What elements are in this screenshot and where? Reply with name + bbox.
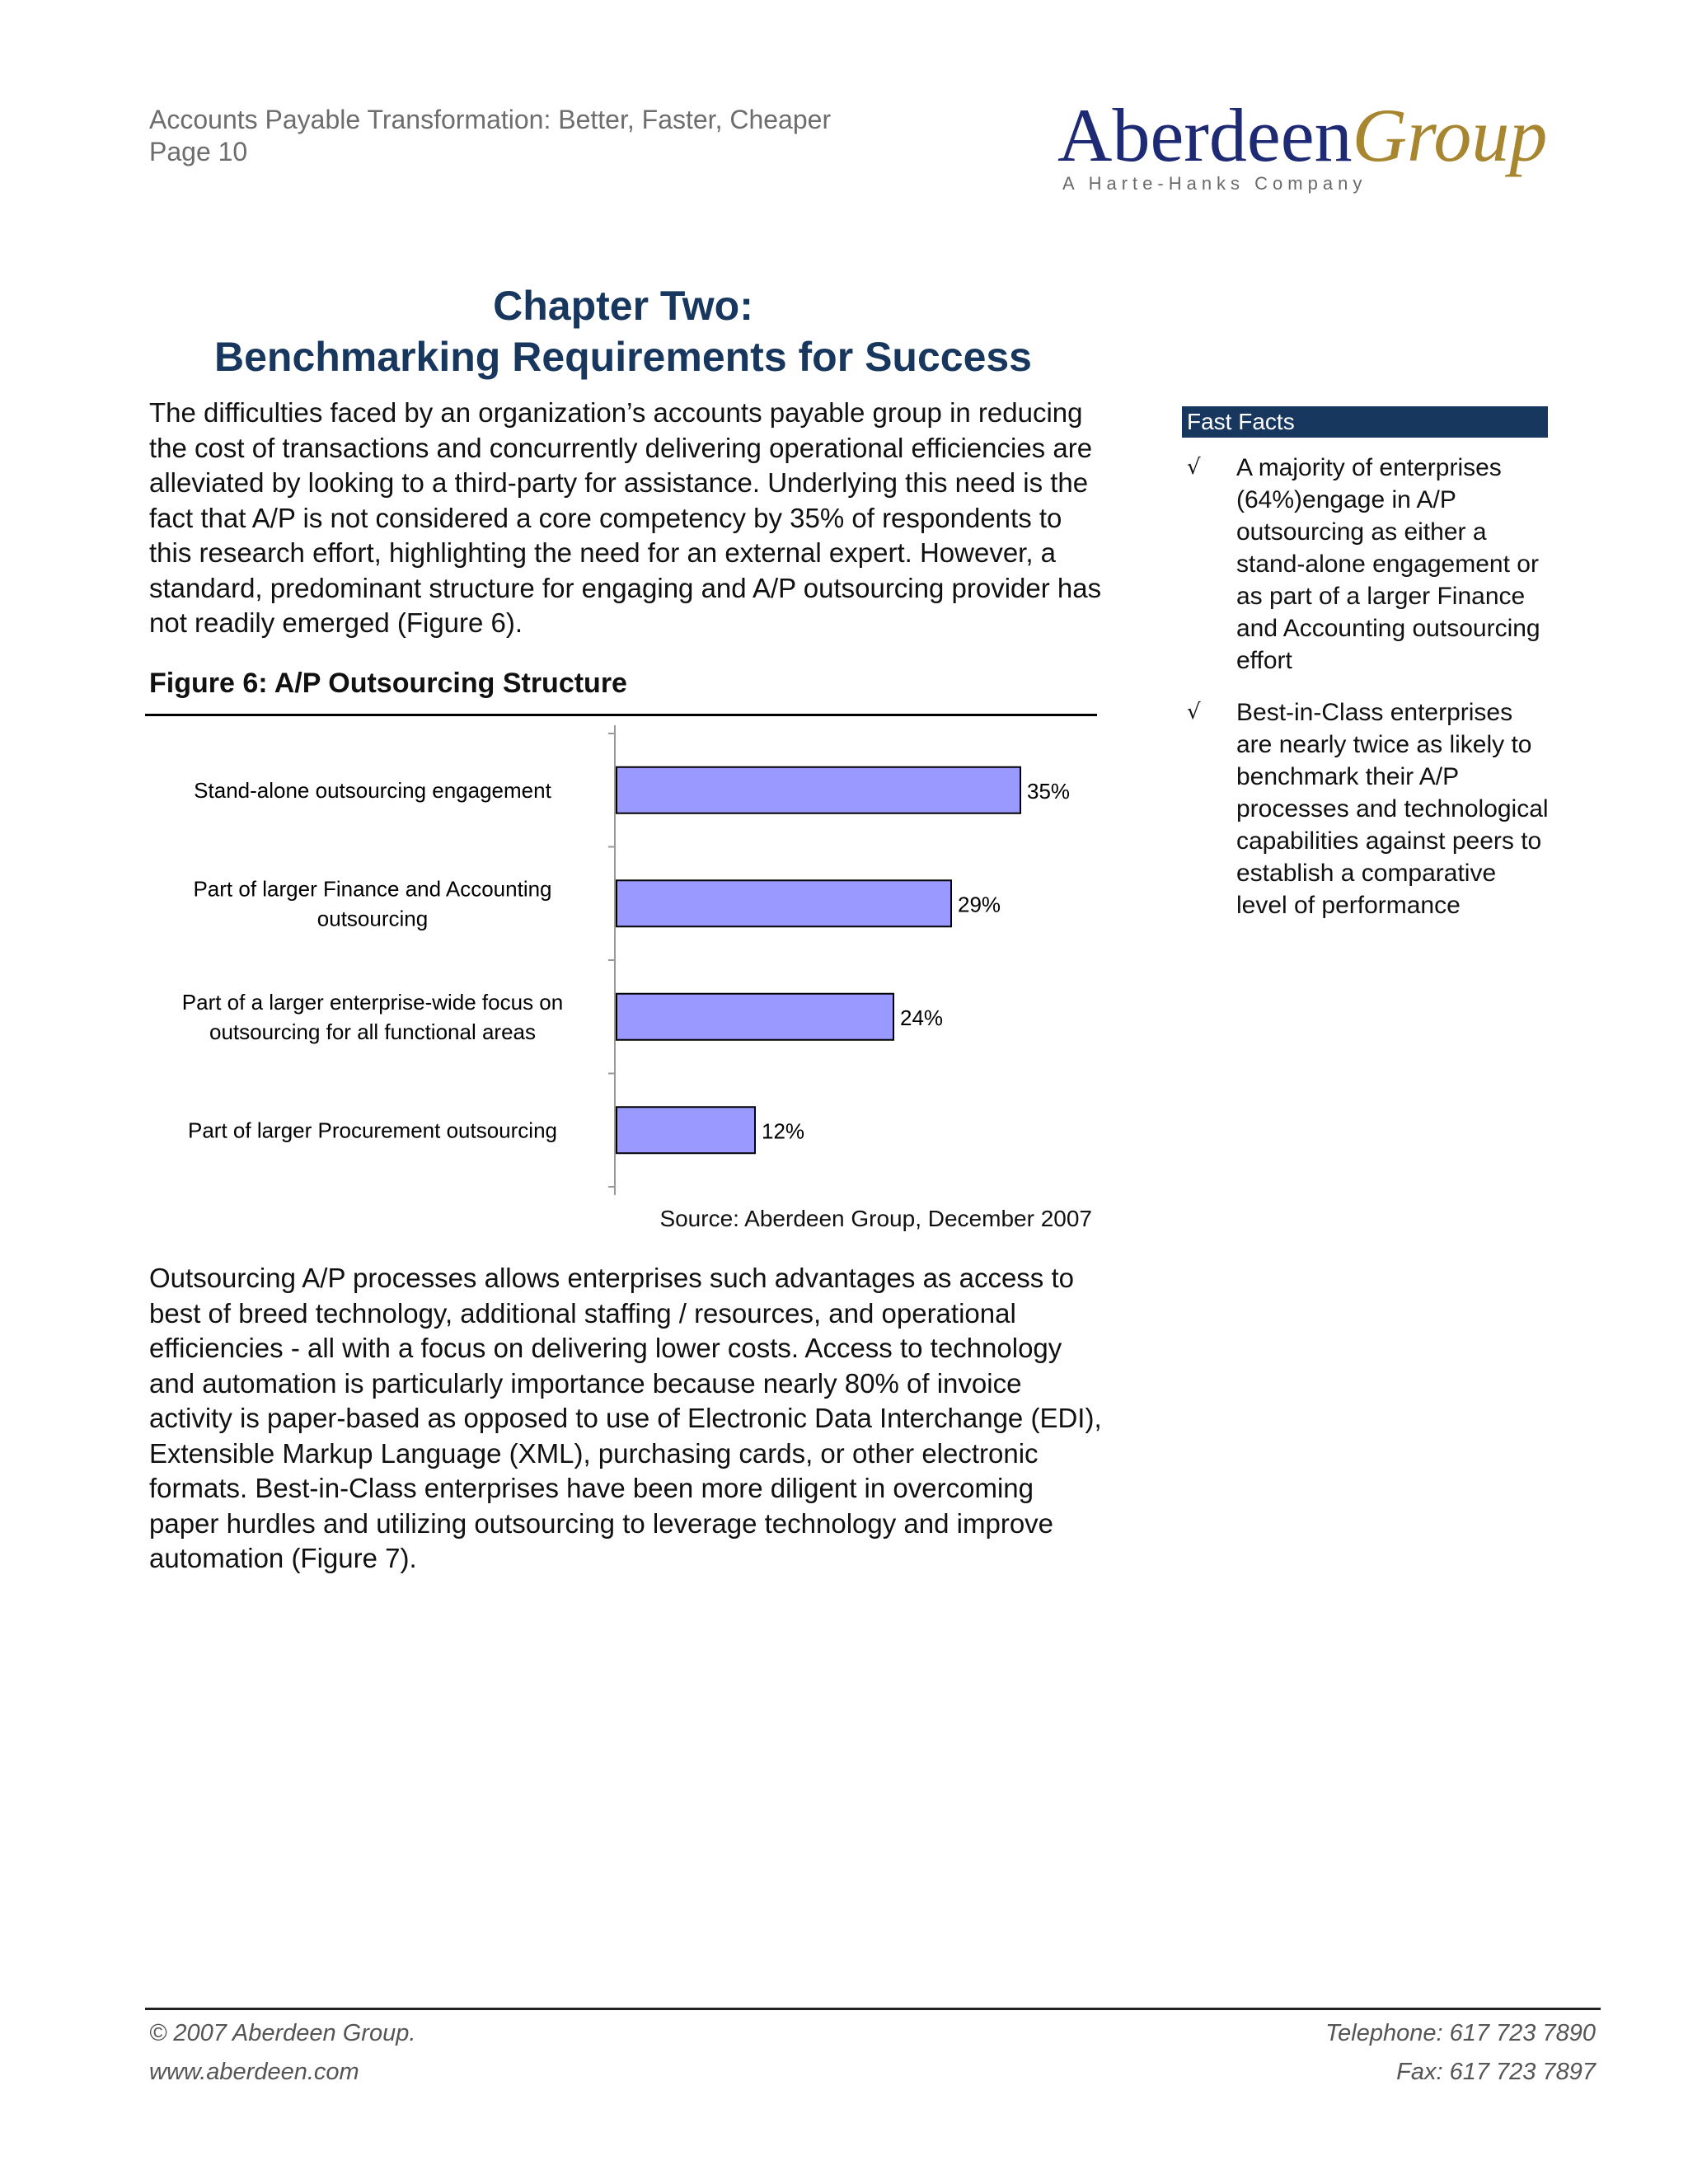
figure-source: Source: Aberdeen Group, December 2007: [659, 1206, 1092, 1231]
bar-2: [617, 880, 951, 926]
category-label: Part of larger Finance and Accounting: [193, 876, 552, 902]
figure-title: Figure 6: A/P Outsourcing Structure: [149, 668, 627, 699]
bar-4: [617, 1107, 755, 1153]
category-label: Stand-alone outsourcing engagement: [194, 777, 551, 803]
fast-fact-text: Best-in-Class enterprises are nearly twice as likely to benchmark their A/P processes and technological capabilities against peers to establish a comparative level of performance: [1236, 699, 1549, 919]
logo-tagline: A Harte-Hanks Company: [1062, 173, 1367, 194]
bar-value-label: 24%: [900, 1005, 944, 1030]
footer-fax: Fax: 617 723 7897: [1396, 2059, 1596, 2085]
category-label: outsourcing: [316, 906, 429, 931]
footer-telephone: Telephone: 617 723 7890: [1325, 2020, 1596, 2046]
aberdeen-logo: [1057, 93, 1548, 196]
outsourcing-structure-chart: [145, 725, 1101, 1203]
category-label: Part of a larger enterprise-wide focus on: [181, 989, 564, 1015]
bar-value-label: 35%: [1027, 778, 1071, 804]
fast-fact-text: A majority of enterprises (64%)engage in A/P outsourcing as either a stand-alone engagement or as part of a larger Finance and Accounting outsourcing effort: [1236, 454, 1540, 674]
chapter-title: Chapter Two:: [493, 283, 753, 329]
fast-facts-heading: Fast Facts: [1182, 406, 1548, 438]
logo-name-main: Aberdeen: [1057, 93, 1353, 177]
bar-value-label: 12%: [762, 1118, 805, 1144]
page-number: Page 10: [149, 137, 248, 166]
running-header-title: Accounts Payable Transformation: Better, Faster, Cheaper: [149, 105, 832, 134]
footer-divider: [145, 2008, 1601, 2010]
footer-website-link[interactable]: www.aberdeen.com: [149, 2059, 359, 2085]
chapter-subtitle: Benchmarking Requirements for Success: [214, 334, 1032, 380]
logo-name-accent: Group: [1352, 93, 1548, 177]
category-label: Part of larger Procurement outsourcing: [188, 1118, 557, 1143]
footer-copyright: © 2007 Aberdeen Group.: [149, 2020, 416, 2046]
intro-paragraph: The difficulties faced by an organization’s accounts payable group in reducing the cost of transactions and concurrently delivering operational efficiencies are alleviated by looking to a third-party for assistance. Underlying this need is the fact that A/P is not considered a core competency by 35% of respondents to this research effort, highlighting the need for an external expert. However, a standard, predominant structure for engaging and A/P outsourcing provider has not readily emerged (Figure 6).: [149, 397, 1102, 638]
checkmark-icon: √: [1187, 455, 1201, 480]
category-label: outsourcing for all functional areas: [209, 1019, 537, 1044]
bar-1: [617, 767, 1020, 813]
checkmark-icon: √: [1187, 700, 1201, 724]
bar-3: [617, 994, 893, 1040]
bar-value-label: 29%: [958, 892, 1001, 917]
outsourcing-paragraph: Outsourcing A/P processes allows enterprises such advantages as access to best of breed technology, additional staffing / resources, and operational efficiencies - all with a focus on delivering lower costs. Access to technology and automation is particularly importance because nearly 80% of invoice activity is paper-based as opposed to use of Electronic Data Interchange (EDI), Extensible Markup Language (XML), purchasing cards, or other electronic formats. Best-in-Class enterprises have been more diligent in overcoming paper hurdles and utilizing outsourcing to leverage technology and improve automation (Figure 7).: [149, 1263, 1102, 1573]
figure-divider: [145, 714, 1097, 716]
